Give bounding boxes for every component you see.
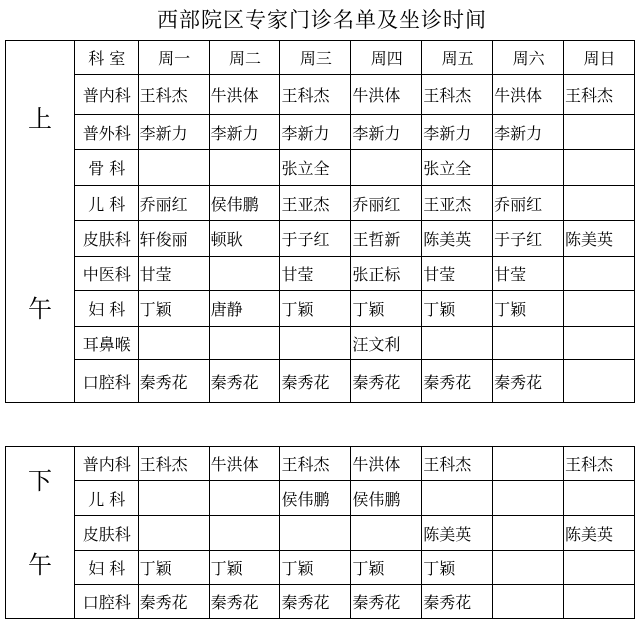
header-row [6,41,635,75]
page-title: 西部院区专家门诊名单及坐诊时间 [157,8,487,32]
doctor-cell: 丁颖 [351,291,422,327]
doctor-cell: 牛洪体 [209,447,280,481]
doctor-cell [564,150,635,186]
header-day: 周一 [138,41,209,75]
doctor-cell [209,516,280,551]
doctor-cell: 于子红 [493,221,564,257]
header-day: 周日 [564,41,635,75]
doctor-cell [209,150,280,186]
table-row [6,327,635,360]
dept-cell: 皮肤科 [74,516,138,551]
dept-cell: 妇 科 [74,551,138,585]
doctor-cell: 侯伟鹏 [209,186,280,221]
doctor-cell: 丁颖 [351,551,422,585]
doctor-cell: 丁颖 [209,551,280,585]
doctor-cell [138,150,209,186]
table-row [6,186,635,221]
doctor-cell: 王科杰 [138,447,209,481]
doctor-cell: 牛洪体 [209,75,280,115]
doctor-cell: 王亚杰 [422,186,493,221]
doctor-cell [564,585,635,619]
header-day: 周四 [351,41,422,75]
doctor-cell [209,481,280,516]
doctor-cell: 甘莹 [138,257,209,291]
doctor-cell: 秦秀花 [351,360,422,403]
doctor-cell [493,447,564,481]
doctor-cell: 陈美英 [422,516,493,551]
doctor-cell: 王科杰 [564,75,635,115]
doctor-cell: 秦秀花 [138,360,209,403]
doctor-cell [493,585,564,619]
doctor-cell: 李新力 [138,115,209,150]
doctor-cell [493,150,564,186]
doctor-cell [493,481,564,516]
doctor-cell [209,327,280,360]
doctor-cell: 丁颖 [280,551,351,585]
doctor-cell: 秦秀花 [422,360,493,403]
dept-cell: 儿 科 [74,481,138,516]
morning-period-label [6,41,75,403]
doctor-cell [351,150,422,186]
doctor-cell [351,516,422,551]
dept-cell: 耳鼻喉 [74,327,138,360]
doctor-cell: 李新力 [493,115,564,150]
doctor-cell: 侯伟鹏 [351,481,422,516]
period-char-bottom: 午 [27,295,52,323]
table-row [6,360,635,403]
doctor-cell [422,327,493,360]
doctor-cell: 王科杰 [280,75,351,115]
header-day: 周五 [422,41,493,75]
doctor-cell: 秦秀花 [138,585,209,619]
doctor-cell [564,481,635,516]
doctor-cell [564,257,635,291]
doctor-cell [138,327,209,360]
header-day: 周六 [493,41,564,75]
doctor-cell: 王科杰 [280,447,351,481]
table-row [6,221,635,257]
table-row [6,585,635,619]
doctor-cell: 唐静 [209,291,280,327]
doctor-cell: 秦秀花 [422,585,493,619]
doctor-cell: 乔丽红 [351,186,422,221]
dept-cell: 儿 科 [74,186,138,221]
table-row [6,551,635,585]
doctor-cell [280,327,351,360]
doctor-cell: 丁颖 [138,291,209,327]
doctor-cell: 秦秀花 [351,585,422,619]
morning-schedule-table [5,40,635,403]
dept-cell: 普外科 [74,115,138,150]
doctor-cell: 甘莹 [493,257,564,291]
doctor-cell: 陈美英 [422,221,493,257]
dept-cell: 口腔科 [74,360,138,403]
header-dept: 科 室 [74,41,138,75]
doctor-cell [422,481,493,516]
doctor-cell: 丁颖 [422,551,493,585]
dept-cell: 口腔科 [74,585,138,619]
table-row [6,481,635,516]
doctor-cell: 牛洪体 [351,75,422,115]
doctor-cell: 秦秀花 [280,360,351,403]
doctor-cell: 丁颖 [493,291,564,327]
doctor-cell: 甘莹 [280,257,351,291]
dept-cell: 普内科 [74,447,138,481]
doctor-cell [493,327,564,360]
doctor-cell: 陈美英 [564,516,635,551]
doctor-cell: 秦秀花 [209,585,280,619]
doctor-cell [138,516,209,551]
doctor-cell: 丁颖 [280,291,351,327]
table-row [6,447,635,481]
doctor-cell: 王科杰 [138,75,209,115]
doctor-cell: 李新力 [280,115,351,150]
doctor-cell: 李新力 [351,115,422,150]
doctor-cell: 汪文利 [351,327,422,360]
doctor-cell: 乔丽红 [138,186,209,221]
doctor-cell: 王科杰 [564,447,635,481]
afternoon-period-label [6,447,75,619]
doctor-cell: 秦秀花 [493,360,564,403]
header-day: 周三 [280,41,351,75]
doctor-cell: 李新力 [422,115,493,150]
doctor-cell [564,551,635,585]
table-row [6,115,635,150]
doctor-cell: 王亚杰 [280,186,351,221]
period-char-top: 上 [27,105,52,133]
table-row [6,75,635,115]
doctor-cell: 牛洪体 [351,447,422,481]
doctor-cell: 乔丽红 [493,186,564,221]
doctor-cell: 王哲新 [351,221,422,257]
doctor-cell [564,360,635,403]
doctor-cell: 于子红 [280,221,351,257]
doctor-cell [138,481,209,516]
dept-cell: 普内科 [74,75,138,115]
doctor-cell: 轩俊丽 [138,221,209,257]
doctor-cell: 张立全 [280,150,351,186]
doctor-cell: 顿耿 [209,221,280,257]
doctor-cell: 丁颖 [138,551,209,585]
table-row [6,516,635,551]
doctor-cell [493,516,564,551]
doctor-cell: 王科杰 [422,75,493,115]
doctor-cell: 王科杰 [422,447,493,481]
doctor-cell: 甘莹 [422,257,493,291]
dept-cell: 皮肤科 [74,221,138,257]
doctor-cell [564,291,635,327]
table-row [6,150,635,186]
dept-cell: 中医科 [74,257,138,291]
doctor-cell [564,327,635,360]
doctor-cell [493,551,564,585]
doctor-cell [564,115,635,150]
doctor-cell: 牛洪体 [493,75,564,115]
doctor-cell: 秦秀花 [209,360,280,403]
doctor-cell [280,516,351,551]
doctor-cell: 张立全 [422,150,493,186]
dept-cell: 妇 科 [74,291,138,327]
header-day: 周二 [209,41,280,75]
doctor-cell [209,257,280,291]
afternoon-schedule-table [5,446,635,619]
table-row [6,257,635,291]
dept-cell: 骨 科 [74,150,138,186]
doctor-cell: 侯伟鹏 [280,481,351,516]
period-char-top: 下 [27,467,52,495]
doctor-cell: 秦秀花 [280,585,351,619]
period-char-bottom: 午 [27,551,52,579]
doctor-cell: 陈美英 [564,221,635,257]
doctor-cell: 丁颖 [422,291,493,327]
doctor-cell [564,186,635,221]
table-row [6,291,635,327]
doctor-cell: 张正标 [351,257,422,291]
doctor-cell: 李新力 [209,115,280,150]
